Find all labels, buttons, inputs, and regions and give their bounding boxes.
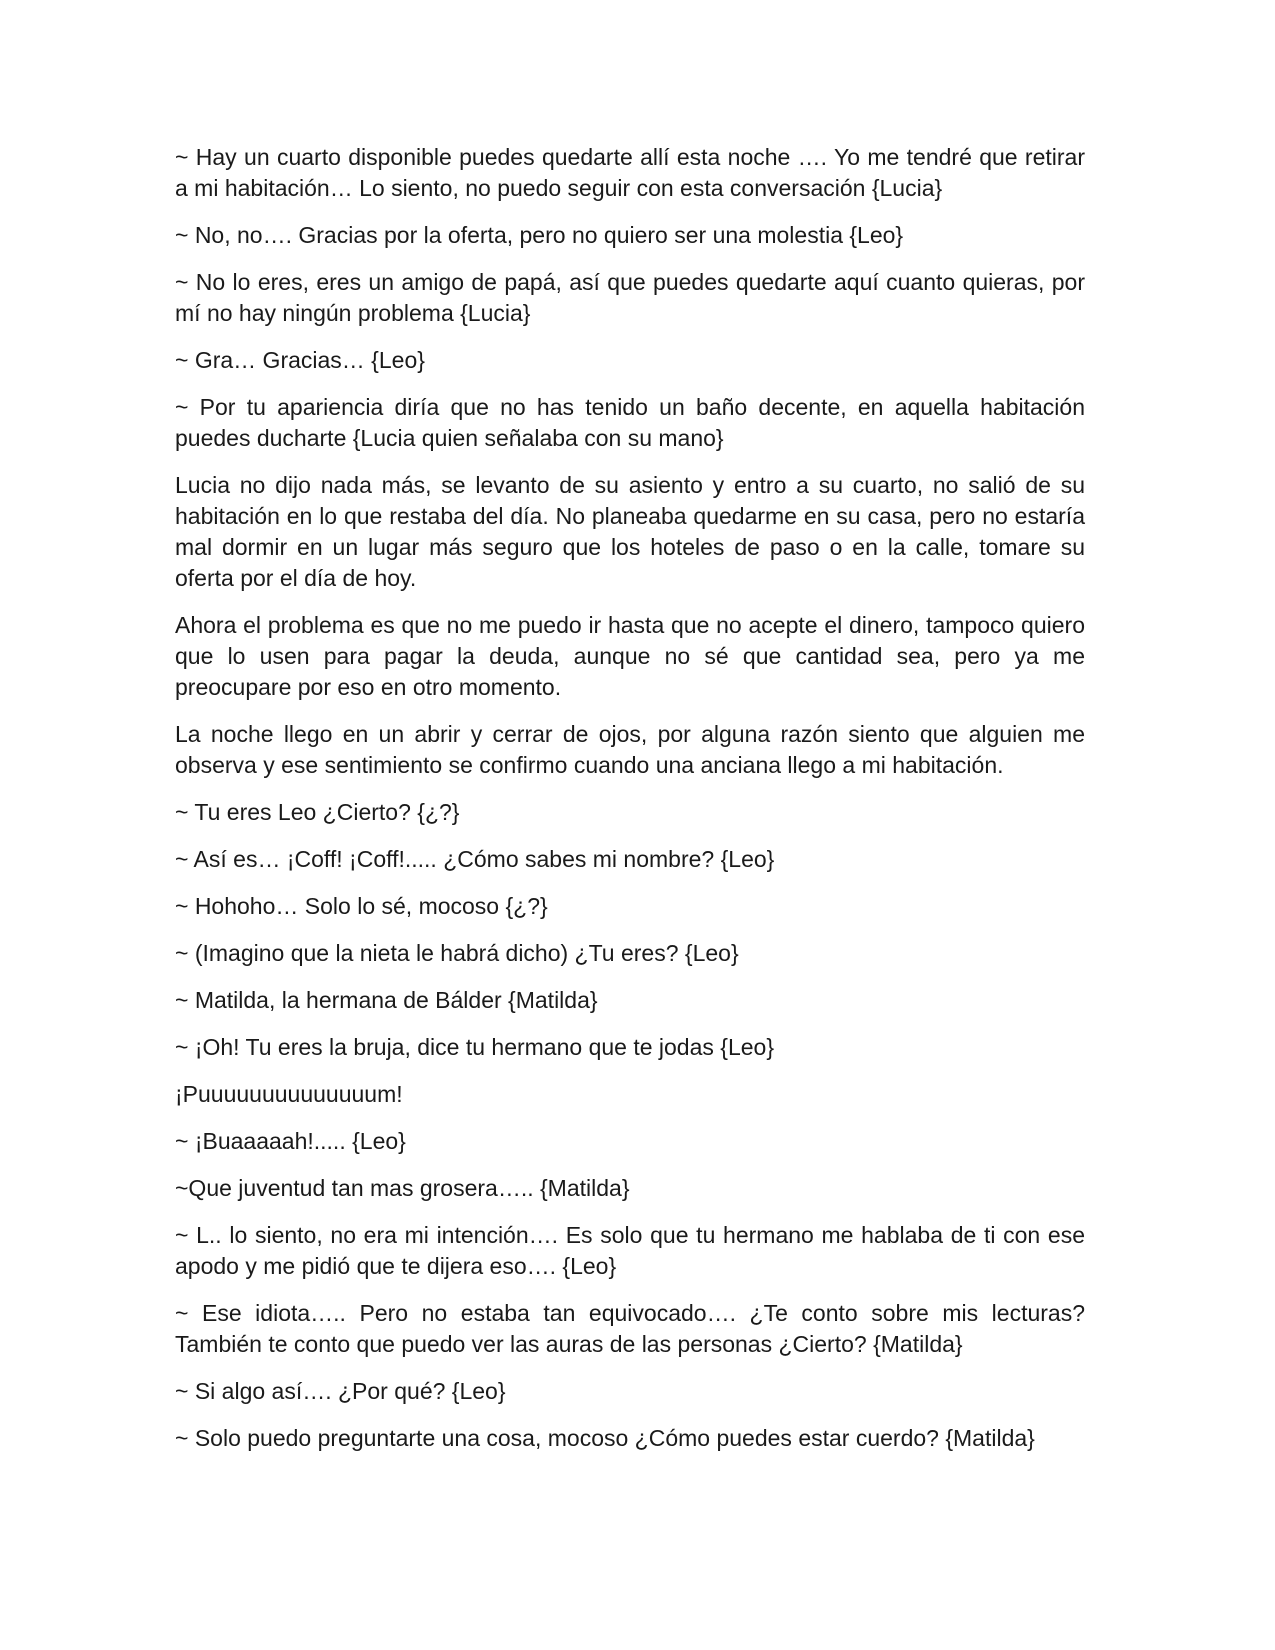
paragraph: ~ ¡Oh! Tu eres la bruja, dice tu hermano que te jodas {Leo}	[175, 1034, 775, 1060]
paragraph: ¡Puuuuuuuuuuuuuum!	[175, 1081, 403, 1107]
paragraph: ~ Gra… Gracias… {Leo}	[175, 347, 425, 373]
paragraph: Lucia no dijo nada más, se levanto de su asiento y entro a su cuarto, no salió de su habitación en lo que restaba del día. No planeaba quedarme en su casa, pero no estaría mal dormir en un lugar más seguro que los hoteles de paso o en la calle, tomare su oferta por el día de hoy.	[175, 472, 1085, 591]
paragraph: ~ Solo puedo preguntarte una cosa, mocoso ¿Cómo puedes estar cuerdo? {Matilda}	[175, 1425, 1035, 1451]
paragraph: ~ L.. lo siento, no era mi intención…. Es solo que tu hermano me hablaba de ti con ese apodo y me pidió que te dijera eso…. {Leo}	[175, 1222, 1085, 1279]
paragraph: Ahora el problema es que no me puedo ir hasta que no acepte el dinero, tampoco quiero que lo usen para pagar la deuda, aunque no sé que cantidad sea, pero ya me preocupare por eso en otro momento.	[175, 612, 1085, 700]
paragraph: ~ (Imagino que la nieta le habrá dicho) ¿Tu eres? {Leo}	[175, 940, 739, 966]
paragraph: ~ Hay un cuarto disponible puedes quedarte allí esta noche …. Yo me tendré que retirar a mi habitación… Lo siento, no puedo seguir con esta conversación {Lucia}	[175, 144, 1085, 201]
paragraph: ~ No, no…. Gracias por la oferta, pero no quiero ser una molestia {Leo}	[175, 222, 904, 248]
paragraph: ~ Matilda, la hermana de Bálder {Matilda}	[175, 987, 598, 1013]
paragraph: ~ Tu eres Leo ¿Cierto? {¿?}	[175, 799, 460, 825]
paragraph: La noche llego en un abrir y cerrar de ojos, por alguna razón siento que alguien me observa y ese sentimiento se confirmo cuando una anciana llego a mi habitación.	[175, 721, 1085, 778]
paragraph: ~ Así es… ¡Coff! ¡Coff!..... ¿Cómo sabes mi nombre? {Leo}	[175, 846, 775, 872]
paragraph: ~ Si algo así…. ¿Por qué? {Leo}	[175, 1378, 506, 1404]
paragraph: ~ ¡Buaaaaah!..... {Leo}	[175, 1128, 406, 1154]
paragraph: ~ Ese idiota….. Pero no estaba tan equivocado…. ¿Te conto sobre mis lecturas? También te conto que puedo ver las auras de las personas ¿Cierto? {Matilda}	[175, 1300, 1085, 1357]
document-body	[175, 142, 1085, 1470]
paragraph: ~Que juventud tan mas grosera….. {Matilda}	[175, 1175, 630, 1201]
paragraph: ~ Por tu apariencia diría que no has tenido un baño decente, en aquella habitación puedes ducharte {Lucia quien señalaba con su mano}	[175, 394, 1085, 451]
paragraph: ~ Hohoho… Solo lo sé, mocoso {¿?}	[175, 893, 548, 919]
paragraph: ~ No lo eres, eres un amigo de papá, así que puedes quedarte aquí cuanto quieras, por mí no hay ningún problema {Lucia}	[175, 269, 1085, 326]
